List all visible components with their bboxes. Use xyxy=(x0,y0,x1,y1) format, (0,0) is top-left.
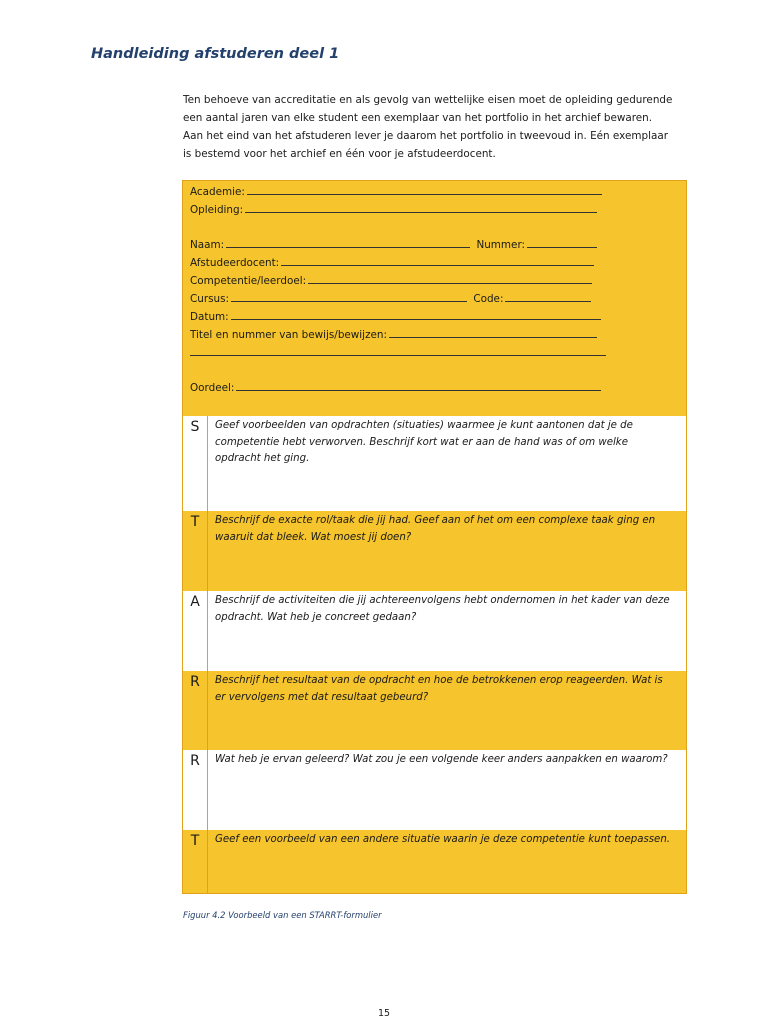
fill-line-opleiding[interactable] xyxy=(245,202,597,213)
fill-line-naam[interactable] xyxy=(226,237,470,248)
row-letter: T xyxy=(183,830,208,893)
starrt-row-activiteiten xyxy=(183,591,686,672)
figure-caption: Figuur 4.2 Voorbeeld van een STARRT-formulier xyxy=(183,910,382,920)
intro-line: een aantal jaren van elke student een exemplaar van het portfolio in het archief bewaren. xyxy=(183,112,653,124)
row-description xyxy=(215,418,681,468)
field-label-opleiding: Opleiding: xyxy=(190,204,244,216)
row-description-line: Beschrijf het resultaat van de opdracht en hoe de betrokkenen erop reageerden. Wat is xyxy=(215,675,663,686)
row-description xyxy=(215,673,681,706)
row-letter: S xyxy=(183,416,208,511)
form-header-fields xyxy=(183,181,686,417)
page-title: Handleiding afstuderen deel 1 xyxy=(91,46,340,62)
row-description xyxy=(215,593,681,626)
field-label-naam: Naam: xyxy=(190,239,225,251)
fill-line-code[interactable] xyxy=(505,291,591,302)
field-cursus-code xyxy=(190,291,591,306)
intro-paragraph xyxy=(183,91,688,163)
field-titel xyxy=(190,327,597,342)
row-description-line: er vervolgens met dat resultaat gebeurd? xyxy=(215,691,429,703)
page-number: 15 xyxy=(377,1008,391,1019)
field-academie xyxy=(190,184,602,199)
starrt-form xyxy=(182,180,687,894)
fill-line-nummer[interactable] xyxy=(527,237,597,248)
row-description xyxy=(215,752,681,769)
fill-line-competentie[interactable] xyxy=(308,273,592,284)
field-opleiding xyxy=(190,202,597,217)
starrt-row-transfer xyxy=(183,830,686,893)
field-label-academie: Academie: xyxy=(190,186,245,198)
fill-line-oordeel[interactable] xyxy=(236,380,601,391)
field-label-afstudeerdocent: Afstudeerdocent: xyxy=(190,257,280,269)
field-label-datum: Datum: xyxy=(190,311,229,323)
intro-line: Ten behoeve van accreditatie en als gevolg van wettelijke eisen moet de opleiding gedurende xyxy=(183,94,673,106)
row-description-line: Geef een voorbeeld van een andere situatie waarin je deze competentie kunt toepassen. xyxy=(215,834,671,845)
row-letter: R xyxy=(183,671,208,750)
field-naam-nummer xyxy=(190,237,597,252)
starrt-row-situatie xyxy=(183,416,686,512)
field-datum xyxy=(190,309,601,324)
field-titel-extra xyxy=(190,345,606,360)
starrt-row-reflectie xyxy=(183,750,686,831)
fill-line-afstudeerdocent[interactable] xyxy=(281,255,594,266)
starrt-row-resultaat xyxy=(183,671,686,751)
row-description-line: Beschrijf de activiteiten die jij achtereenvolgens hebt ondernomen in het kader van deze xyxy=(215,595,670,606)
field-afstudeerdocent xyxy=(190,255,594,270)
fill-line-datum[interactable] xyxy=(231,309,601,320)
field-label-nummer: Nummer: xyxy=(476,239,526,251)
row-letter: A xyxy=(183,591,208,671)
row-description-line: opdracht. Wat heb je concreet gedaan? xyxy=(215,611,417,623)
field-label-titel: Titel en nummer van bewijs/bewijzen: xyxy=(190,329,388,341)
row-letter: T xyxy=(183,511,208,591)
field-oordeel xyxy=(190,380,601,395)
row-description-line: Wat heb je ervan geleerd? Wat zou je een volgende keer anders aanpakken en waarom? xyxy=(215,754,668,765)
row-letter: R xyxy=(183,750,208,830)
field-label-cursus: Cursus: xyxy=(190,293,230,305)
row-description-line: competentie hebt verworven. Beschrijf kort wat er aan de hand was of om welke xyxy=(215,436,628,448)
fill-line-academie[interactable] xyxy=(247,184,602,195)
fill-line-titel-extra[interactable] xyxy=(190,345,606,356)
row-description-line: opdracht het ging. xyxy=(215,453,310,464)
field-competentie xyxy=(190,273,592,288)
intro-line: Aan het eind van het afstuderen lever je daarom het portfolio in tweevoud in. Eén exemplaar xyxy=(183,130,668,142)
row-description-line: Beschrijf de exacte rol/taak die jij had. Geef aan of het om een complexe taak ging en xyxy=(215,515,656,526)
field-label-oordeel: Oordeel: xyxy=(190,382,235,394)
starrt-row-taak xyxy=(183,511,686,592)
row-description-line: Geef voorbeelden van opdrachten (situaties) waarmee je kunt aantonen dat je de xyxy=(215,420,633,431)
row-description xyxy=(215,513,681,546)
fill-line-titel[interactable] xyxy=(389,327,597,338)
field-label-competentie: Competentie/leerdoel: xyxy=(190,275,307,287)
fill-line-cursus[interactable] xyxy=(231,291,467,302)
row-description-line: waaruit dat bleek. Wat moest jij doen? xyxy=(215,531,412,543)
intro-line: is bestemd voor het archief en één voor je afstudeerdocent. xyxy=(183,148,496,160)
field-label-code: Code: xyxy=(473,293,504,305)
row-description xyxy=(215,832,681,849)
